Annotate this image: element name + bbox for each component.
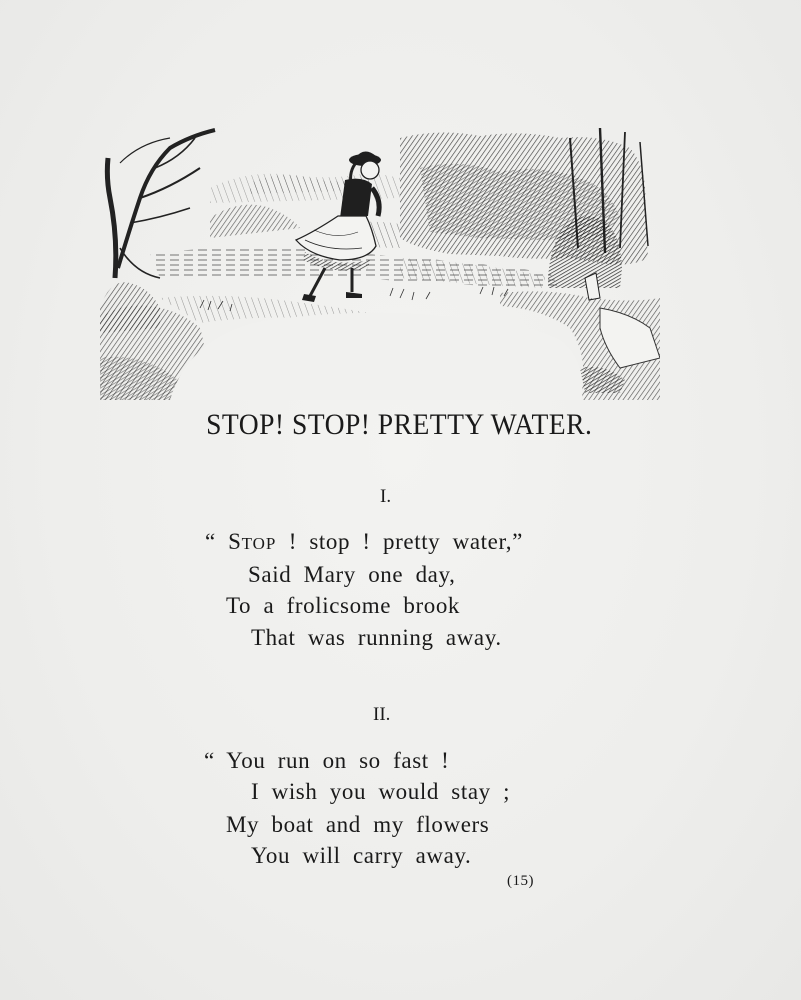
page-number: (15) xyxy=(507,873,534,889)
girl-figure-icon xyxy=(296,151,381,302)
stanza-2-line-4: You will carry away. xyxy=(251,843,472,868)
page-title: STOP! STOP! PRETTY WATER. xyxy=(206,408,593,441)
stanza-1-line-2: Said Mary one day, xyxy=(248,562,456,587)
stanza-1-line-3: To a frolicsome brook xyxy=(226,593,461,618)
stanza-2-line-3: My boat and my flowers xyxy=(226,812,490,837)
stanza-2-line-1: “ You run on so fast ! xyxy=(204,748,450,773)
line-smallcaps: TOP xyxy=(241,534,277,553)
stanza-1-line-4: That was running away. xyxy=(251,625,502,650)
line-rest: ! stop ! pretty water,” xyxy=(276,529,523,554)
line-lead: “ S xyxy=(205,529,242,554)
stanza-numeral-2: II. xyxy=(373,704,391,725)
stanza-1-line-1 xyxy=(205,529,523,555)
stanza-2-line-2: I wish you would stay ; xyxy=(251,779,511,804)
stanza-numeral-1: I. xyxy=(380,486,392,507)
engraving-girl-by-brook-icon xyxy=(100,128,660,400)
